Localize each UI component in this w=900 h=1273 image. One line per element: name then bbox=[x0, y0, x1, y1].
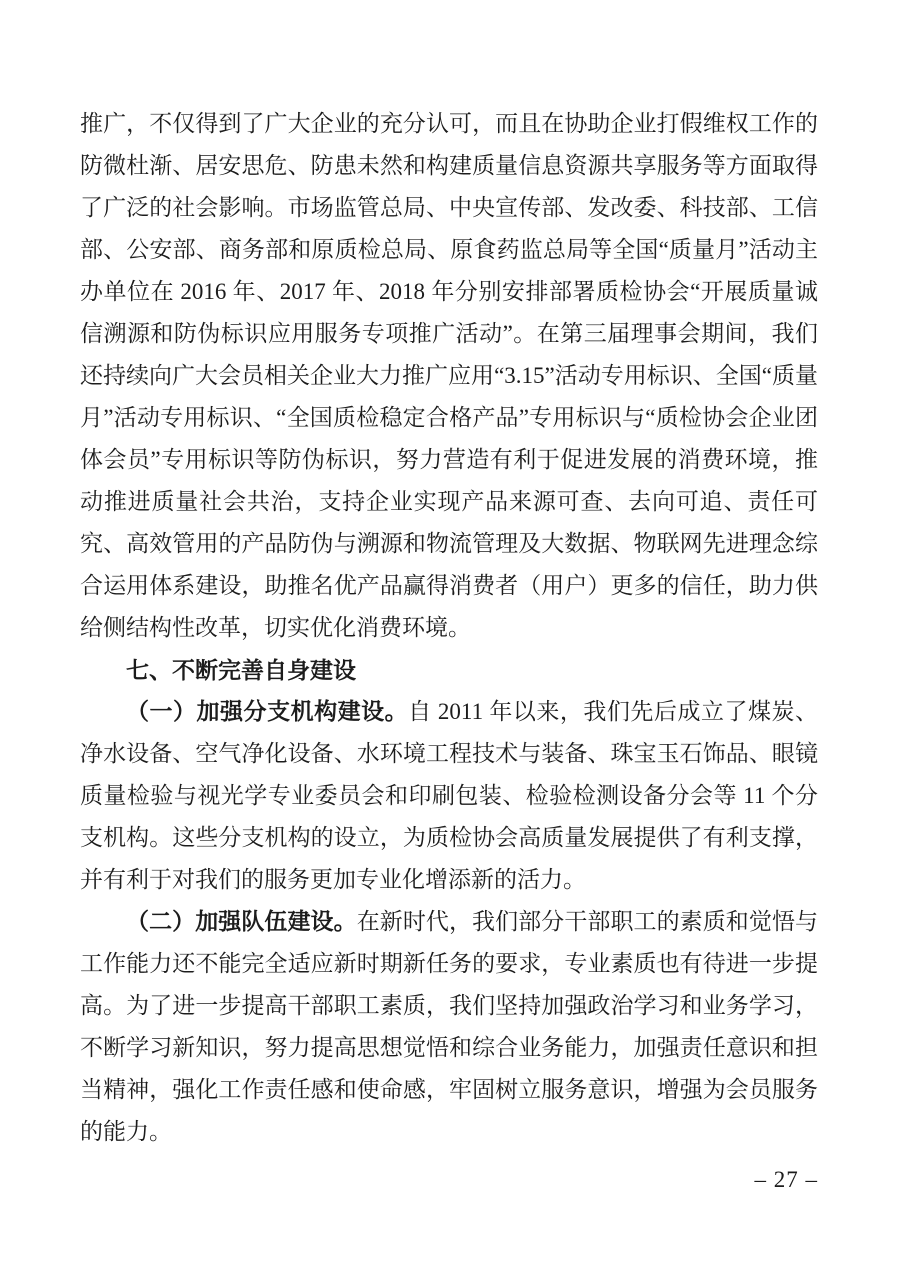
document-body bbox=[80, 103, 818, 1153]
paragraph bbox=[80, 103, 818, 649]
page-number: – 27 – bbox=[754, 1167, 818, 1192]
bold-lead-text: 七、不断完善自身建设 bbox=[126, 657, 356, 683]
body-text: 在新时代，我们部分干部职工的素质和觉悟与工作能力还不能完全适应新时期新任务的要求，专业素质也有待进一步提高。为了进一步提高干部职工素质，我们坚持加强政治学习和业务学习，不断学习新知识，努力提高思想觉悟和综合业务能力，加强责任意识和担当精神，强化工作责任感和使命感，牢固树立服务意识，增强为会员服务的能力。 bbox=[80, 909, 819, 1144]
body-text: 推广，不仅得到了广大企业的充分认可，而且在协助企业打假维权工作的防微杜渐、居安思危、防患未然和构建质量信息资源共享服务等方面取得了广泛的社会影响。市场监管总局、中央宣传部、发改委、科技部、工信部、公安部、商务部和原质检总局、原食药监总局等全国“质量月”活动主办单位在 2016 年、2017 年、2018 年分别安排部署质检协会“开展质量诚信溯源和防伪标识应用服务专项推广活动”。在第三届理事会期间，我们还持续向广大会员相关企业大力推广应用“3.15”活动专用标识、全国“质量月”活动专用标识、“全国质检稳定合格产品”专用标识与“质检协会企业团体会员”专用标识等防伪标识，努力营造有利于促进发展的消费环境，推动推进质量社会共治，支持企业实现产品来源可查、去向可追、责任可究、高效管用的产品防伪与溯源和物流管理及大数据、物联网先进理念综合运用体系建设，助推名优产品赢得消费者（用户）更多的信任，助力供给侧结构性改革，切实优化消费环境。 bbox=[80, 111, 818, 640]
paragraph bbox=[80, 691, 818, 901]
paragraph bbox=[80, 901, 818, 1153]
section-heading bbox=[80, 649, 818, 691]
bold-lead-text: （一）加强分支机构建设。 bbox=[126, 699, 409, 724]
bold-lead-text: （二）加强队伍建设。 bbox=[126, 909, 357, 934]
body-text: 自 2011 年以来，我们先后成立了煤炭、净水设备、空气净化设备、水环境工程技术与装备、珠宝玉石饰品、眼镜质量检验与视光学专业委员会和印刷包装、检验检测设备分会等 11 个分支机构。这些分支机构的设立，为质检协会高质量发展提供了有利支撑，并有利于对我们的服务更加专业化增添新的活力。 bbox=[80, 699, 818, 892]
